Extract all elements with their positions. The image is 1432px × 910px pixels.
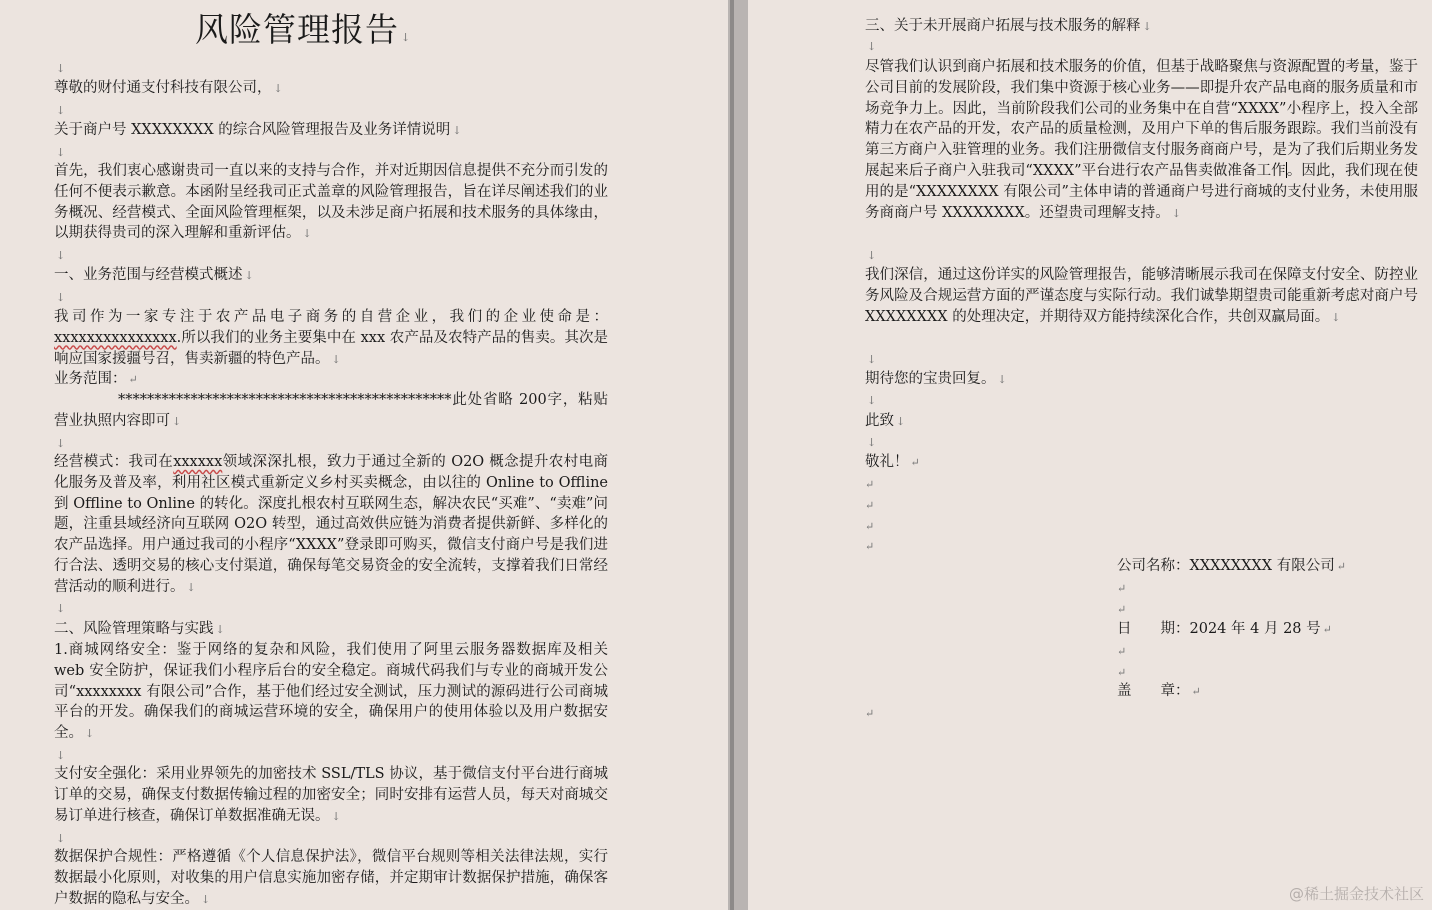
paragraph-mark: ↓ [56, 62, 66, 75]
paragraph-mark: ↓ [867, 353, 877, 366]
watermark: @稀土掘金技术社区 [1288, 885, 1424, 903]
seal-line: 盖 章： ↵ [1117, 683, 1201, 699]
line-break-mark: ↵ [865, 499, 875, 512]
paragraph-mark: ↓ [56, 602, 66, 615]
scope-label: 业务范围： ↵ [54, 371, 138, 387]
mission-paragraph: 我司作为一家专注于农产品电子商务的自营企业，我们的企业使命是：xxxxxxxxxxxxxxx.所以我们的业务主要集中在 xxx 农产品及农特产品的售卖。其次是响应国家援疆号召，售卖新疆的特色产品。 ↓ [54, 309, 608, 367]
intro-paragraph: 首先，我们衷心感谢贵司一直以来的支持与合作，并对近期因信息提供不充分而引发的任何不便表示歉意。本函附呈经我司正式盖章的风险管理报告，旨在详尽阐述我们的业务概况、经营模式、全面风险管理框架，以及未涉足商户拓展和技术服务的具体缘由，以期获得贵司的深入理解和重新评估。 ↓ [54, 163, 608, 242]
paragraph-mark: ↓ [56, 437, 66, 450]
document-page-right[interactable] [748, 0, 1432, 910]
page-separator [728, 0, 748, 910]
reply-request: 期待您的宝贵回复。 ↓ [865, 371, 1007, 387]
scope-paragraph: **********************************************此处省略 200字，粘贴营业执照内容即可 ↓ [54, 392, 608, 429]
paragraph-mark: ↓ [56, 104, 66, 117]
paragraph-mark: ↓ [56, 291, 66, 304]
section-heading-2: 二、风险管理策略与实践 ↓ [54, 621, 225, 637]
paragraph-mark: ↓ [56, 249, 66, 262]
closing-line-1: 此致 ↓ [865, 413, 906, 429]
company-name-line: 公司名称：XXXXXXXX 有限公司 ↵ [1117, 558, 1346, 574]
paragraph-mark: ↓ [56, 146, 66, 159]
subject-line: 关于商户号 XXXXXXXX 的综合风险管理报告及业务详情说明 ↓ [54, 122, 462, 138]
salutation: 尊敬的财付通支付科技有限公司， ↓ [54, 80, 283, 96]
line-break-mark: ↵ [865, 707, 875, 720]
paragraph-mark: ↓ [867, 249, 877, 262]
network-security-paragraph: 1.商城网络安全：鉴于网络的复杂和风险，我们使用了阿里云服务器数据库及相关 web 安全防护，保证我们小程序后台的安全稳定。商城代码我们与专业的商城开发公司“xxxxxxxx 有限公司”合作，基于他们经过安全测试，压力测试的源码进行公司商城平台的开发。确保我们的商城运营环境的安全，确保用户的使用体验以及用户数据安全。 ↓ [54, 642, 608, 742]
business-model-paragraph: 经营模式：我司在xxxxxx领域深深扎根，致力于通过全新的 O2O 概念提升农村电商化服务及普及率，利用社区模式重新定义乡村买卖概念，由以往的 Online to Offline 到 Offline to Online 的转化。深度扎根农村互联网生态，解决农民“买难”、“卖难”问题，注重县域经济向互联网 O2O 转型，通过高效供应链为消费者提供新鲜、多样化的农产品选择。用户通过我司的小程序“XXXX”登录即可购买，微信支付商户号是我们进行合法、透明交易的核心支付渠道，确保每笔交易资金的安全流转，支撑着我们日常经营活动的顺利进行。 ↓ [54, 454, 609, 595]
conclusion-paragraph: 我们深信，通过这份详实的风险管理报告，能够清晰展示我司在保障支付安全、防控业务风险及合规运营方面的严谨态度与实际行动。我们诚挚期望贵司能重新考虑对商户号 XXXXXXXX 的处理决定，并期待双方能持续深化合作，共创双赢局面。 ↓ [865, 267, 1418, 325]
paragraph-mark: ↓ [867, 436, 877, 449]
line-break-mark: ↵ [865, 520, 875, 533]
paragraph-mark: ↓ [56, 832, 66, 845]
explanation-paragraph: 尽管我们认识到商户拓展和技术服务的价值，但基于战略聚焦与资源配置的考量，鉴于公司目前的发展阶段，我们集中资源于核心业务——即提升农产品电商的服务质量和市场竞争力上。因此，当前阶段我们公司的业务集中在自营“XXXX”小程序上，投入全部精力在农产品的开发，农产品的质量检测，及用户下单的售后服务跟踪。我们当前没有第三方商户入驻管理的业务。我们注册微信支付服务商商户号，是为了我们后期业务发展起来后子商户入驻我司“XXXX”平台进行农产品售卖做准备工作。因此，我们现在使用的是“XXXXXXXX 有限公司”主体申请的普通商户号进行商城的支付业务，未使用服务商商户号 XXXXXXXX。还望贵司理解支持。 ↓ [865, 59, 1418, 221]
closing-line-2: 敬礼！ ↵ [865, 454, 920, 470]
line-break-mark: ↵ [1117, 666, 1127, 679]
line-break-mark: ↵ [1117, 582, 1127, 595]
date-line: 日 期：2024 年 4 月 28 号 ↵ [1117, 621, 1332, 637]
paragraph-mark: ↓ [56, 749, 66, 762]
line-break-mark: ↵ [865, 478, 875, 491]
line-break-mark: ↵ [1117, 603, 1127, 616]
line-break-mark: ↵ [865, 540, 875, 553]
section-heading-1: 一、业务范围与经营模式概述 ↓ [54, 267, 254, 283]
paragraph-mark: ↓ [867, 394, 877, 407]
payment-security-paragraph: 支付安全强化：采用业界领先的加密技术 SSL/TLS 协议，基于微信支付平台进行商城订单的交易，确保支付数据传输过程的加密安全；同时安排有运营人员，每天对商城交易订单进行核查，确保订单数据准确无误。 ↓ [54, 766, 608, 824]
paragraph-mark: ↓ [867, 40, 877, 53]
section-heading-3: 三、关于未开展商户拓展与技术服务的解释 ↓ [865, 18, 1152, 34]
document-title: 风险管理报告 ↓ [195, 10, 412, 49]
line-break-mark: ↵ [1117, 645, 1127, 658]
data-protection-paragraph: 数据保护合规性：严格遵循《个人信息保护法》，微信平台规则等相关法律法规，实行数据最小化原则，对收集的用户信息实施加密存储，并定期审计数据保护措施，确保客户数据的隐私与安全。 ↓ [54, 849, 608, 907]
